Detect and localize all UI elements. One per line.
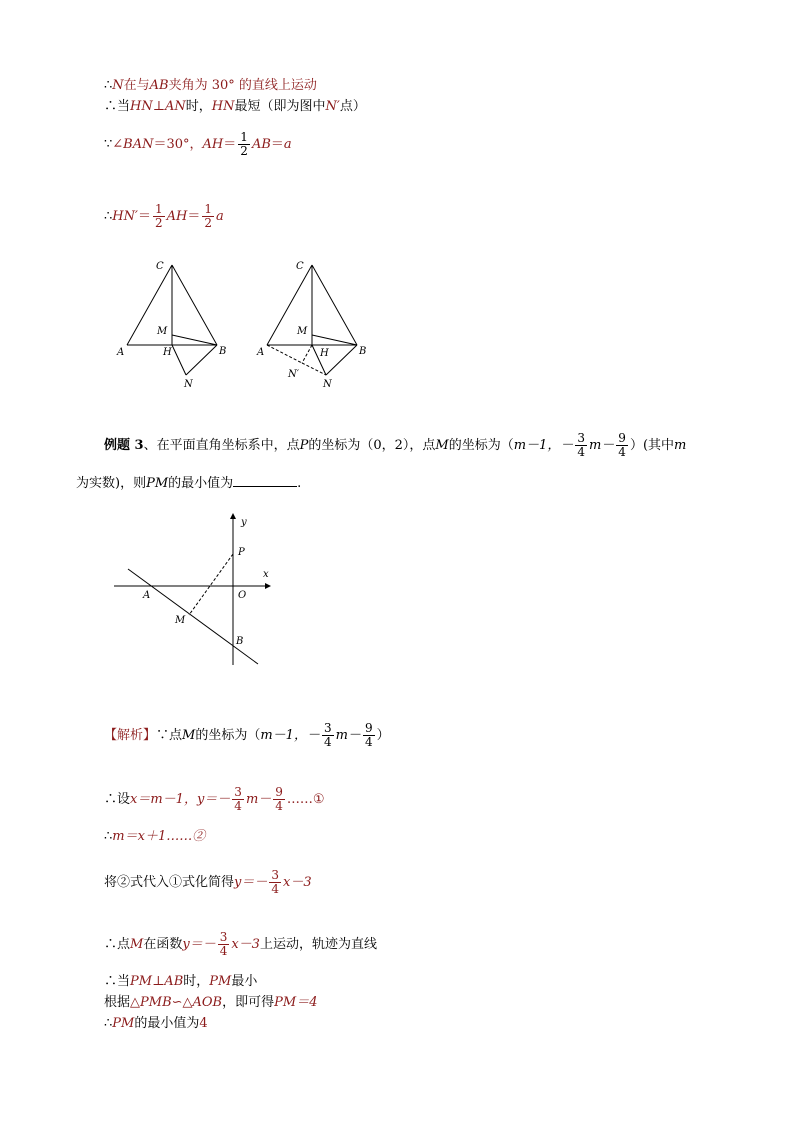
numerator: 9 bbox=[618, 431, 626, 445]
example-3-line-1 bbox=[104, 432, 686, 459]
expr: PM⊥AB bbox=[130, 974, 184, 989]
var-AH: AH bbox=[166, 209, 188, 224]
example-3-line-2 bbox=[76, 474, 301, 492]
expr: ……① bbox=[286, 792, 325, 807]
text: 在与 bbox=[123, 78, 150, 93]
label-N: N bbox=[184, 379, 193, 390]
expr: m－1，－ bbox=[260, 728, 320, 743]
var-a: a bbox=[283, 137, 292, 152]
expr: m－1，－ bbox=[513, 438, 574, 453]
text: ∴设 bbox=[104, 792, 131, 807]
fraction-half bbox=[238, 131, 250, 158]
fraction-3-4 bbox=[269, 869, 281, 896]
text: 上运动，轨迹为直线 bbox=[259, 937, 377, 952]
var-AN: AN bbox=[164, 99, 186, 114]
expr: m－ bbox=[335, 728, 361, 743]
text: ）(其中 bbox=[629, 438, 675, 453]
numerator: 9 bbox=[364, 721, 373, 735]
var-Nprime: N′ bbox=[325, 99, 340, 114]
text: . bbox=[297, 476, 302, 491]
fraction-3-4 bbox=[232, 786, 244, 813]
label-O: O bbox=[238, 590, 247, 601]
text: 为实数)，则 bbox=[76, 476, 147, 491]
numerator: 9 bbox=[275, 785, 283, 799]
numerator: 1 bbox=[154, 202, 163, 216]
text: ∵点 bbox=[156, 728, 183, 743]
text: 根据 bbox=[104, 995, 131, 1010]
example-title: 例题 3 bbox=[104, 438, 144, 453]
answer-blank[interactable] bbox=[233, 474, 297, 487]
dashed-AN-prime bbox=[267, 345, 302, 363]
expr: y＝－ bbox=[182, 937, 216, 952]
denominator: 4 bbox=[577, 445, 585, 459]
therefore-symbol: ∴ bbox=[104, 209, 113, 224]
var-PM: PM bbox=[209, 974, 232, 989]
text: ） bbox=[376, 728, 390, 743]
text: 的坐标为（ bbox=[195, 728, 261, 743]
text-line-4 bbox=[104, 203, 224, 230]
segment-MB bbox=[312, 335, 357, 345]
answer-value: 4 bbox=[199, 1016, 208, 1031]
segment-HN bbox=[172, 345, 186, 375]
var-HN: HN bbox=[211, 99, 235, 114]
segment-CB bbox=[312, 265, 357, 345]
expr: m－ bbox=[245, 792, 272, 807]
denominator: 2 bbox=[204, 216, 212, 230]
dashed-HN-prime bbox=[302, 345, 312, 363]
label-C: C bbox=[156, 261, 164, 272]
numerator: 3 bbox=[577, 431, 585, 445]
text: 、在平面直角坐标系中，点 bbox=[143, 438, 300, 453]
label-M: M bbox=[157, 326, 168, 337]
text: ＝ bbox=[270, 137, 284, 152]
segment-BN bbox=[186, 345, 217, 375]
expr: y＝－ bbox=[234, 875, 268, 890]
segment-BN bbox=[326, 345, 357, 375]
text: ∴当 bbox=[104, 99, 131, 114]
solution-tag: 【解析】 bbox=[104, 728, 157, 743]
var-AB: AB bbox=[251, 137, 271, 152]
denominator: 4 bbox=[234, 799, 242, 813]
expr: m＝x＋1……② bbox=[112, 829, 206, 844]
label-A: A bbox=[143, 590, 151, 601]
text: 时， bbox=[183, 974, 210, 989]
label-y: y bbox=[241, 517, 247, 528]
label-Nprime: N′ bbox=[288, 369, 300, 380]
numerator: 3 bbox=[271, 868, 280, 882]
text-line-3 bbox=[104, 131, 292, 158]
var-P: P bbox=[299, 438, 309, 453]
label-H: H bbox=[163, 347, 172, 358]
var-m: m bbox=[674, 438, 687, 453]
coordinate-figure bbox=[110, 510, 280, 675]
text: ∴点 bbox=[104, 937, 131, 952]
denominator: 4 bbox=[618, 445, 626, 459]
fraction-3-4 bbox=[575, 432, 587, 459]
label-A: A bbox=[117, 347, 125, 358]
solution-line-6 bbox=[104, 974, 257, 990]
denominator: 4 bbox=[364, 735, 373, 749]
segment-MB bbox=[172, 335, 217, 345]
var-a: a bbox=[216, 209, 224, 224]
text: ，即可得 bbox=[222, 995, 275, 1010]
denominator: 4 bbox=[219, 944, 228, 958]
var-N: N bbox=[112, 78, 124, 93]
var-M: M bbox=[130, 937, 144, 952]
label-M: M bbox=[297, 326, 308, 337]
expr: x－3 bbox=[283, 875, 312, 890]
dashed-PM bbox=[189, 554, 233, 615]
solution-line-7 bbox=[104, 995, 317, 1011]
text: 的最小值为 bbox=[134, 1016, 200, 1031]
label-x: x bbox=[263, 569, 269, 580]
fraction-half bbox=[153, 203, 165, 230]
dashed-NprimeN bbox=[302, 363, 326, 375]
label-P: P bbox=[238, 547, 245, 558]
var-PM: PM bbox=[146, 476, 169, 491]
text: ∴ bbox=[104, 829, 113, 844]
denominator: 2 bbox=[154, 216, 163, 230]
expr: m－ bbox=[588, 438, 615, 453]
numerator: 3 bbox=[234, 785, 242, 799]
text: 的坐标为（0，2），点 bbox=[308, 438, 436, 453]
fraction-3-4 bbox=[218, 931, 230, 958]
text: ＝ bbox=[187, 209, 201, 224]
var-HNprime: HN′ bbox=[112, 209, 138, 224]
text: ＝ bbox=[223, 137, 237, 152]
denominator: 2 bbox=[240, 144, 248, 158]
denominator: 4 bbox=[323, 735, 332, 749]
denominator: 4 bbox=[275, 799, 283, 813]
expr: x＝m－1，y＝－ bbox=[130, 792, 231, 807]
triangle-figure-2 bbox=[250, 255, 380, 395]
numerator: 1 bbox=[240, 130, 248, 144]
expr: x－3 bbox=[231, 937, 260, 952]
var-HN: HN bbox=[130, 99, 153, 114]
solution-line-8 bbox=[104, 1016, 208, 1032]
var-AB: AB bbox=[149, 78, 169, 93]
fraction-3-4 bbox=[322, 722, 334, 749]
fraction-9-4 bbox=[363, 722, 375, 749]
label-N: N bbox=[323, 379, 332, 390]
because-symbol: ∵ bbox=[104, 137, 113, 152]
segment-CB bbox=[172, 265, 217, 345]
numerator: 3 bbox=[323, 721, 332, 735]
numerator: 3 bbox=[219, 930, 228, 944]
text: 在函数 bbox=[143, 937, 183, 952]
text: 最短（即为图中 bbox=[234, 99, 326, 114]
triangle-figure-1 bbox=[110, 255, 240, 395]
var-AH: AH bbox=[202, 137, 224, 152]
fraction-9-4 bbox=[616, 432, 628, 459]
fraction-9-4 bbox=[273, 786, 285, 813]
label-B: B bbox=[359, 346, 367, 357]
line-AB bbox=[128, 569, 258, 664]
label-H: H bbox=[320, 348, 329, 359]
therefore-symbol: ∴ bbox=[104, 78, 113, 93]
solution-line-5 bbox=[104, 931, 377, 958]
numerator: 1 bbox=[204, 202, 212, 216]
text: 点） bbox=[339, 99, 366, 114]
label-B: B bbox=[236, 636, 244, 647]
text: ＝30°， bbox=[153, 137, 203, 152]
text: ∴当 bbox=[104, 974, 131, 989]
text-line-1 bbox=[104, 78, 317, 94]
solution-line-3 bbox=[104, 829, 205, 845]
denominator: 4 bbox=[271, 882, 280, 896]
perp-symbol: ⊥ bbox=[152, 99, 165, 114]
text: ＝ bbox=[137, 209, 151, 224]
var-M: M bbox=[182, 728, 196, 743]
angle-BAN: ∠BAN bbox=[112, 137, 154, 152]
label-A: A bbox=[257, 347, 265, 358]
solution-line-2 bbox=[104, 786, 325, 813]
text-line-2 bbox=[104, 99, 366, 115]
text: 最小 bbox=[231, 974, 258, 989]
expr: △PMB∽△AOB bbox=[130, 995, 223, 1010]
solution-line-1 bbox=[104, 722, 390, 749]
fraction-half bbox=[202, 203, 214, 230]
text: 的坐标为（ bbox=[448, 438, 514, 453]
solution-line-4 bbox=[104, 869, 312, 896]
expr: PM＝4 bbox=[274, 995, 318, 1010]
label-B: B bbox=[219, 346, 227, 357]
text: 时， bbox=[185, 99, 212, 114]
text: 的最小值为 bbox=[168, 476, 234, 491]
label-C: C bbox=[296, 261, 304, 272]
text: 夹角为 30° 的直线上运动 bbox=[168, 78, 317, 93]
var-M: M bbox=[435, 438, 449, 453]
text: ∴ bbox=[104, 1016, 113, 1031]
label-M: M bbox=[175, 615, 186, 626]
text: 将②式代入①式化简得 bbox=[104, 875, 235, 890]
var-PM: PM bbox=[112, 1016, 135, 1031]
